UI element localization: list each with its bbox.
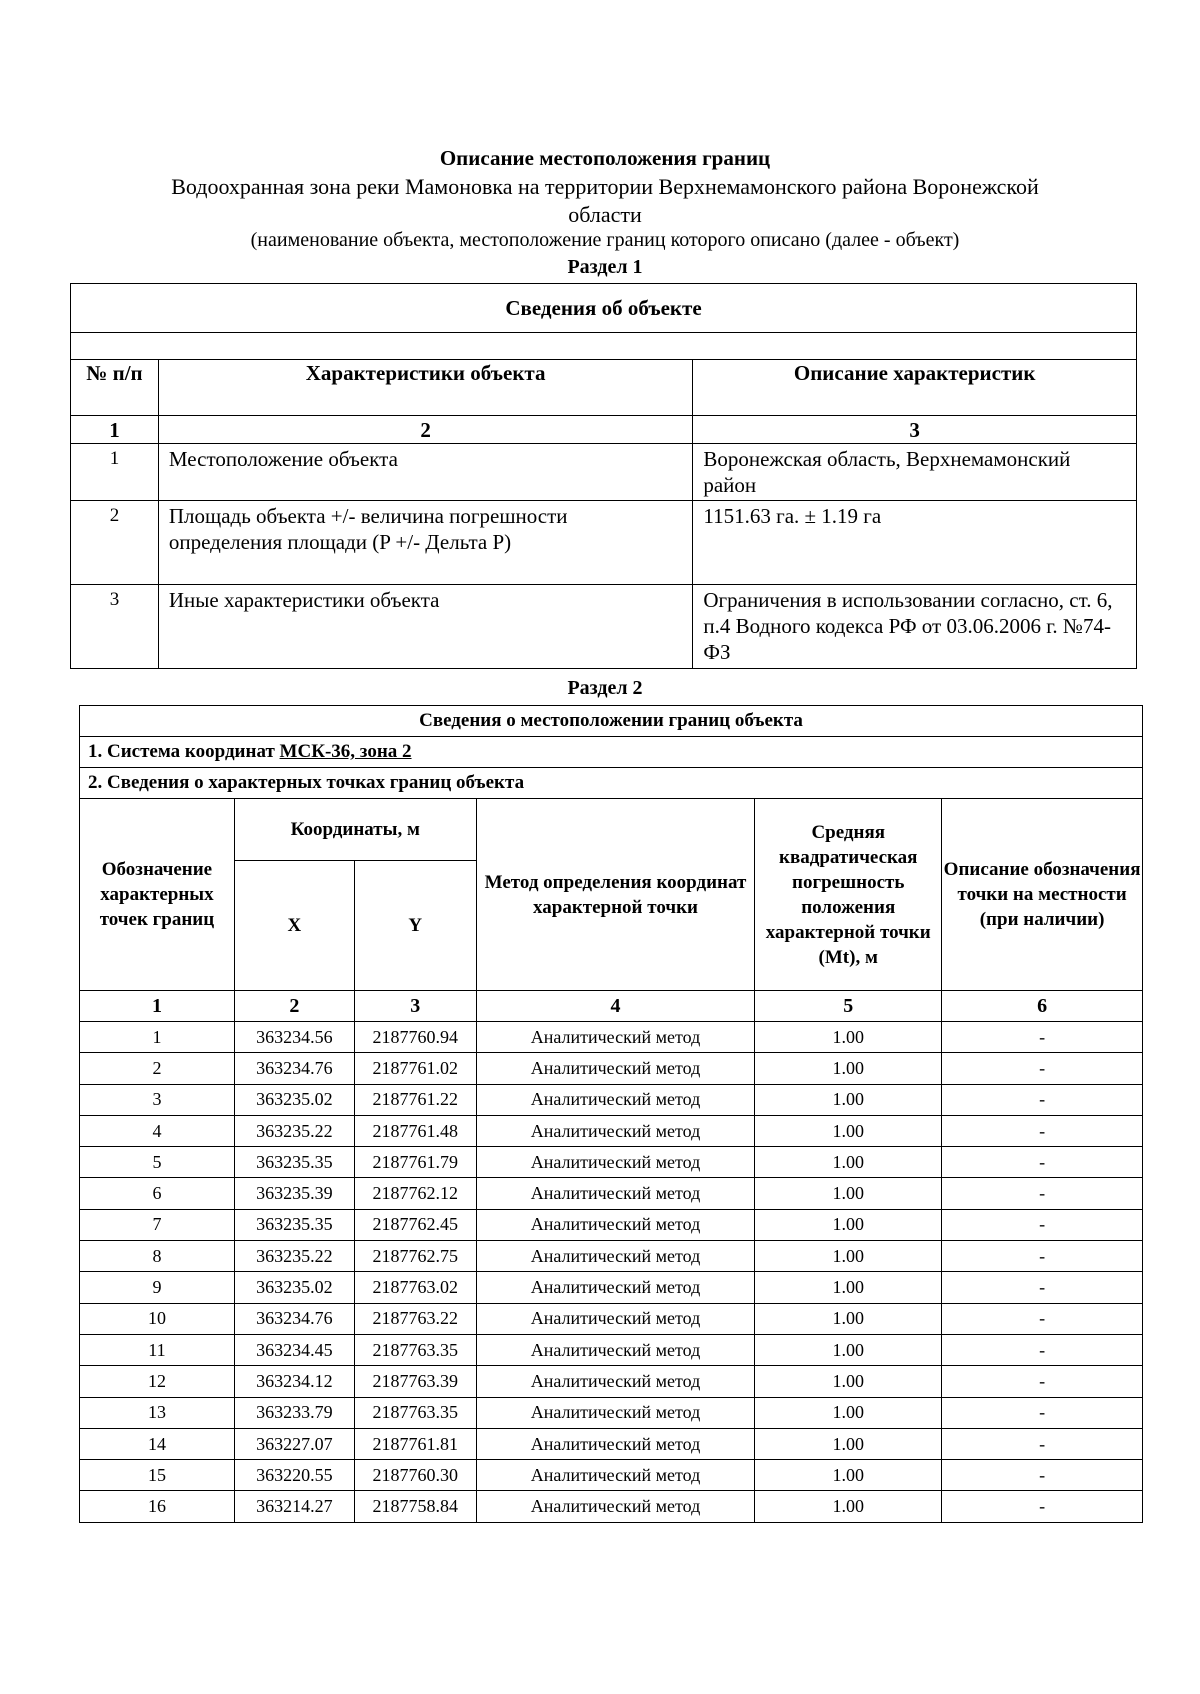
point-error: 1.00 <box>755 1115 942 1146</box>
point-error: 1.00 <box>755 1022 942 1053</box>
coord-y: 2187763.35 <box>354 1334 476 1365</box>
table-row <box>80 1022 1143 1053</box>
coordinate-system-value: МСК-36, зона 2 <box>279 741 412 762</box>
point-method: Аналитический метод <box>476 1209 755 1240</box>
point-description: - <box>942 1241 1143 1272</box>
point-number: 1 <box>80 1022 235 1053</box>
table-row <box>80 1334 1143 1365</box>
coord-x: 363235.02 <box>234 1084 354 1115</box>
row-number: 3 <box>71 585 159 669</box>
object-name-line2: области <box>568 202 642 227</box>
point-description: - <box>942 1272 1143 1303</box>
table-row <box>71 444 1137 501</box>
point-description: - <box>942 1022 1143 1053</box>
point-error: 1.00 <box>755 1397 942 1428</box>
point-number: 15 <box>80 1460 235 1491</box>
point-method: Аналитический метод <box>476 1460 755 1491</box>
row-characteristic: Иные характеристики объекта <box>158 585 692 669</box>
point-description: - <box>942 1460 1143 1491</box>
section1-label: Раздел 1 <box>567 256 643 278</box>
points-body <box>80 1022 1143 1523</box>
coord-x: 363234.76 <box>234 1053 354 1084</box>
section2-label: Раздел 2 <box>567 677 643 699</box>
coord-y: 2187763.39 <box>354 1366 476 1397</box>
point-number: 9 <box>80 1272 235 1303</box>
coord-x: 363235.02 <box>234 1272 354 1303</box>
table-row <box>80 1084 1143 1115</box>
point-method: Аналитический метод <box>476 1491 755 1522</box>
point-number: 2 <box>80 1053 235 1084</box>
point-method: Аналитический метод <box>476 1303 755 1334</box>
point-error: 1.00 <box>755 1241 942 1272</box>
coord-y: 2187761.79 <box>354 1147 476 1178</box>
header-method: Метод определения координат характерной точки <box>476 799 755 991</box>
coord-x: 363235.39 <box>234 1178 354 1209</box>
table-row <box>71 501 1137 585</box>
point-error: 1.00 <box>755 1303 942 1334</box>
header-num <box>71 360 159 416</box>
column-number: 4 <box>476 991 755 1022</box>
header-characteristic: Характеристики объекта <box>158 360 692 416</box>
column-number: 3 <box>693 416 1137 444</box>
coord-x: 363233.79 <box>234 1397 354 1428</box>
point-number: 11 <box>80 1334 235 1365</box>
object-name-line1: Водоохранная зона реки Мамоновка на территории Верхнемамонского района Воронежской <box>171 174 1039 199</box>
coord-y: 2187760.30 <box>354 1460 476 1491</box>
point-error: 1.00 <box>755 1366 942 1397</box>
coord-x: 363227.07 <box>234 1428 354 1459</box>
coord-y: 2187762.12 <box>354 1178 476 1209</box>
row-description: Ограничения в использовании согласно, ст. 6, п.4 Водного кодекса РФ от 03.06.2006 г. №74-ФЗ <box>693 585 1137 669</box>
point-number: 7 <box>80 1209 235 1240</box>
column-number: 1 <box>71 416 159 444</box>
point-method: Аналитический метод <box>476 1053 755 1084</box>
coordinate-system <box>80 737 1143 768</box>
point-description: - <box>942 1053 1143 1084</box>
point-description: - <box>942 1397 1143 1428</box>
object-info-table <box>70 283 1137 669</box>
point-error: 1.00 <box>755 1178 942 1209</box>
coord-y: 2187763.22 <box>354 1303 476 1334</box>
blank-row <box>71 333 1137 360</box>
coord-x: 363234.45 <box>234 1334 354 1365</box>
point-error: 1.00 <box>755 1272 942 1303</box>
table-row <box>80 1209 1143 1240</box>
point-description: - <box>942 1084 1143 1115</box>
row-characteristic: Местоположение объекта <box>158 444 692 501</box>
object-name <box>70 173 1140 229</box>
header-num-label: № п/п <box>86 361 143 385</box>
table-row <box>80 1460 1143 1491</box>
point-method: Аналитический метод <box>476 1272 755 1303</box>
coord-y: 2187761.22 <box>354 1084 476 1115</box>
coord-y: 2187763.02 <box>354 1272 476 1303</box>
header-y: Y <box>354 861 476 991</box>
table-row <box>80 1241 1143 1272</box>
coordinate-system-prefix: 1. Система координат <box>88 741 280 762</box>
point-number: 13 <box>80 1397 235 1428</box>
coord-y: 2187761.02 <box>354 1053 476 1084</box>
coord-x: 363235.35 <box>234 1209 354 1240</box>
point-error: 1.00 <box>755 1084 942 1115</box>
point-number: 6 <box>80 1178 235 1209</box>
point-description: - <box>942 1115 1143 1146</box>
object-name-note: (наименование объекта, местоположение границ которого описано (далее - объект) <box>250 229 960 251</box>
point-number: 4 <box>80 1115 235 1146</box>
header-error: Средняя квадратическая погрешность положения характерной точки (Mt), м <box>755 799 942 991</box>
point-number: 5 <box>80 1147 235 1178</box>
point-method: Аналитический метод <box>476 1241 755 1272</box>
point-description: - <box>942 1334 1143 1365</box>
point-number: 10 <box>80 1303 235 1334</box>
table-row <box>71 585 1137 669</box>
point-description: - <box>942 1178 1143 1209</box>
point-number: 16 <box>80 1491 235 1522</box>
point-method: Аналитический метод <box>476 1022 755 1053</box>
point-error: 1.00 <box>755 1334 942 1365</box>
column-number: 2 <box>158 416 692 444</box>
table-row <box>80 1428 1143 1459</box>
coord-x: 363235.22 <box>234 1115 354 1146</box>
coord-x: 363234.56 <box>234 1022 354 1053</box>
table-row <box>80 1115 1143 1146</box>
row-description: Воронежская область, Верхнемамонский район <box>693 444 1137 501</box>
coord-y: 2187762.45 <box>354 1209 476 1240</box>
point-error: 1.00 <box>755 1428 942 1459</box>
column-number: 2 <box>234 991 354 1022</box>
column-number: 5 <box>755 991 942 1022</box>
point-error: 1.00 <box>755 1460 942 1491</box>
boundary-points-table <box>79 705 1143 1523</box>
coord-y: 2187762.75 <box>354 1241 476 1272</box>
coord-x: 363214.27 <box>234 1491 354 1522</box>
point-method: Аналитический метод <box>476 1366 755 1397</box>
point-method: Аналитический метод <box>476 1178 755 1209</box>
column-numbers-row <box>71 416 1137 444</box>
table-row <box>80 1147 1143 1178</box>
table-row <box>80 1053 1143 1084</box>
coord-x: 363220.55 <box>234 1460 354 1491</box>
point-method: Аналитический метод <box>476 1397 755 1428</box>
point-description: - <box>942 1303 1143 1334</box>
column-number: 1 <box>80 991 235 1022</box>
coord-y: 2187761.48 <box>354 1115 476 1146</box>
coord-x: 363235.35 <box>234 1147 354 1178</box>
row-characteristic: Площадь объекта +/- величина погрешности определения площади (P +/- Дельта P) <box>158 501 692 585</box>
point-description: - <box>942 1491 1143 1522</box>
point-error: 1.00 <box>755 1053 942 1084</box>
header-x: X <box>234 861 354 991</box>
point-number: 14 <box>80 1428 235 1459</box>
point-number: 12 <box>80 1366 235 1397</box>
document-title: Описание местоположения границ <box>439 146 771 170</box>
coord-y: 2187758.84 <box>354 1491 476 1522</box>
coord-y: 2187761.81 <box>354 1428 476 1459</box>
points-caption: 2. Сведения о характерных точках границ объекта <box>80 768 1143 799</box>
object-info-caption: Сведения об объекте <box>71 284 1137 333</box>
header-point-description: Описание обозначения точки на местности (при наличии) <box>942 799 1143 991</box>
header-description: Описание характеристик <box>693 360 1137 416</box>
point-description: - <box>942 1147 1143 1178</box>
row-description: 1151.63 га. ± 1.19 га <box>693 501 1137 585</box>
row-number: 2 <box>71 501 159 585</box>
point-method: Аналитический метод <box>476 1084 755 1115</box>
table-row <box>80 1366 1143 1397</box>
point-number: 8 <box>80 1241 235 1272</box>
point-error: 1.00 <box>755 1209 942 1240</box>
column-number: 6 <box>942 991 1143 1022</box>
table-row <box>80 1178 1143 1209</box>
point-error: 1.00 <box>755 1147 942 1178</box>
point-description: - <box>942 1209 1143 1240</box>
location-caption: Сведения о местоположении границ объекта <box>80 706 1143 737</box>
point-method: Аналитический метод <box>476 1115 755 1146</box>
coord-y: 2187760.94 <box>354 1022 476 1053</box>
point-method: Аналитический метод <box>476 1428 755 1459</box>
column-numbers-row <box>80 991 1143 1022</box>
coord-x: 363235.22 <box>234 1241 354 1272</box>
point-method: Аналитический метод <box>476 1334 755 1365</box>
coord-x: 363234.12 <box>234 1366 354 1397</box>
column-number: 3 <box>354 991 476 1022</box>
table-row <box>80 1303 1143 1334</box>
point-number: 3 <box>80 1084 235 1115</box>
table-row <box>80 1491 1143 1522</box>
coord-y: 2187763.35 <box>354 1397 476 1428</box>
coord-x: 363234.76 <box>234 1303 354 1334</box>
point-description: - <box>942 1366 1143 1397</box>
row-number: 1 <box>71 444 159 501</box>
header-coordinates: Координаты, м <box>234 799 476 861</box>
point-description: - <box>942 1428 1143 1459</box>
table-row <box>80 1272 1143 1303</box>
point-method: Аналитический метод <box>476 1147 755 1178</box>
point-error: 1.00 <box>755 1491 942 1522</box>
header-point-designation: Обозначение характерных точек границ <box>80 799 235 991</box>
table-row <box>80 1397 1143 1428</box>
